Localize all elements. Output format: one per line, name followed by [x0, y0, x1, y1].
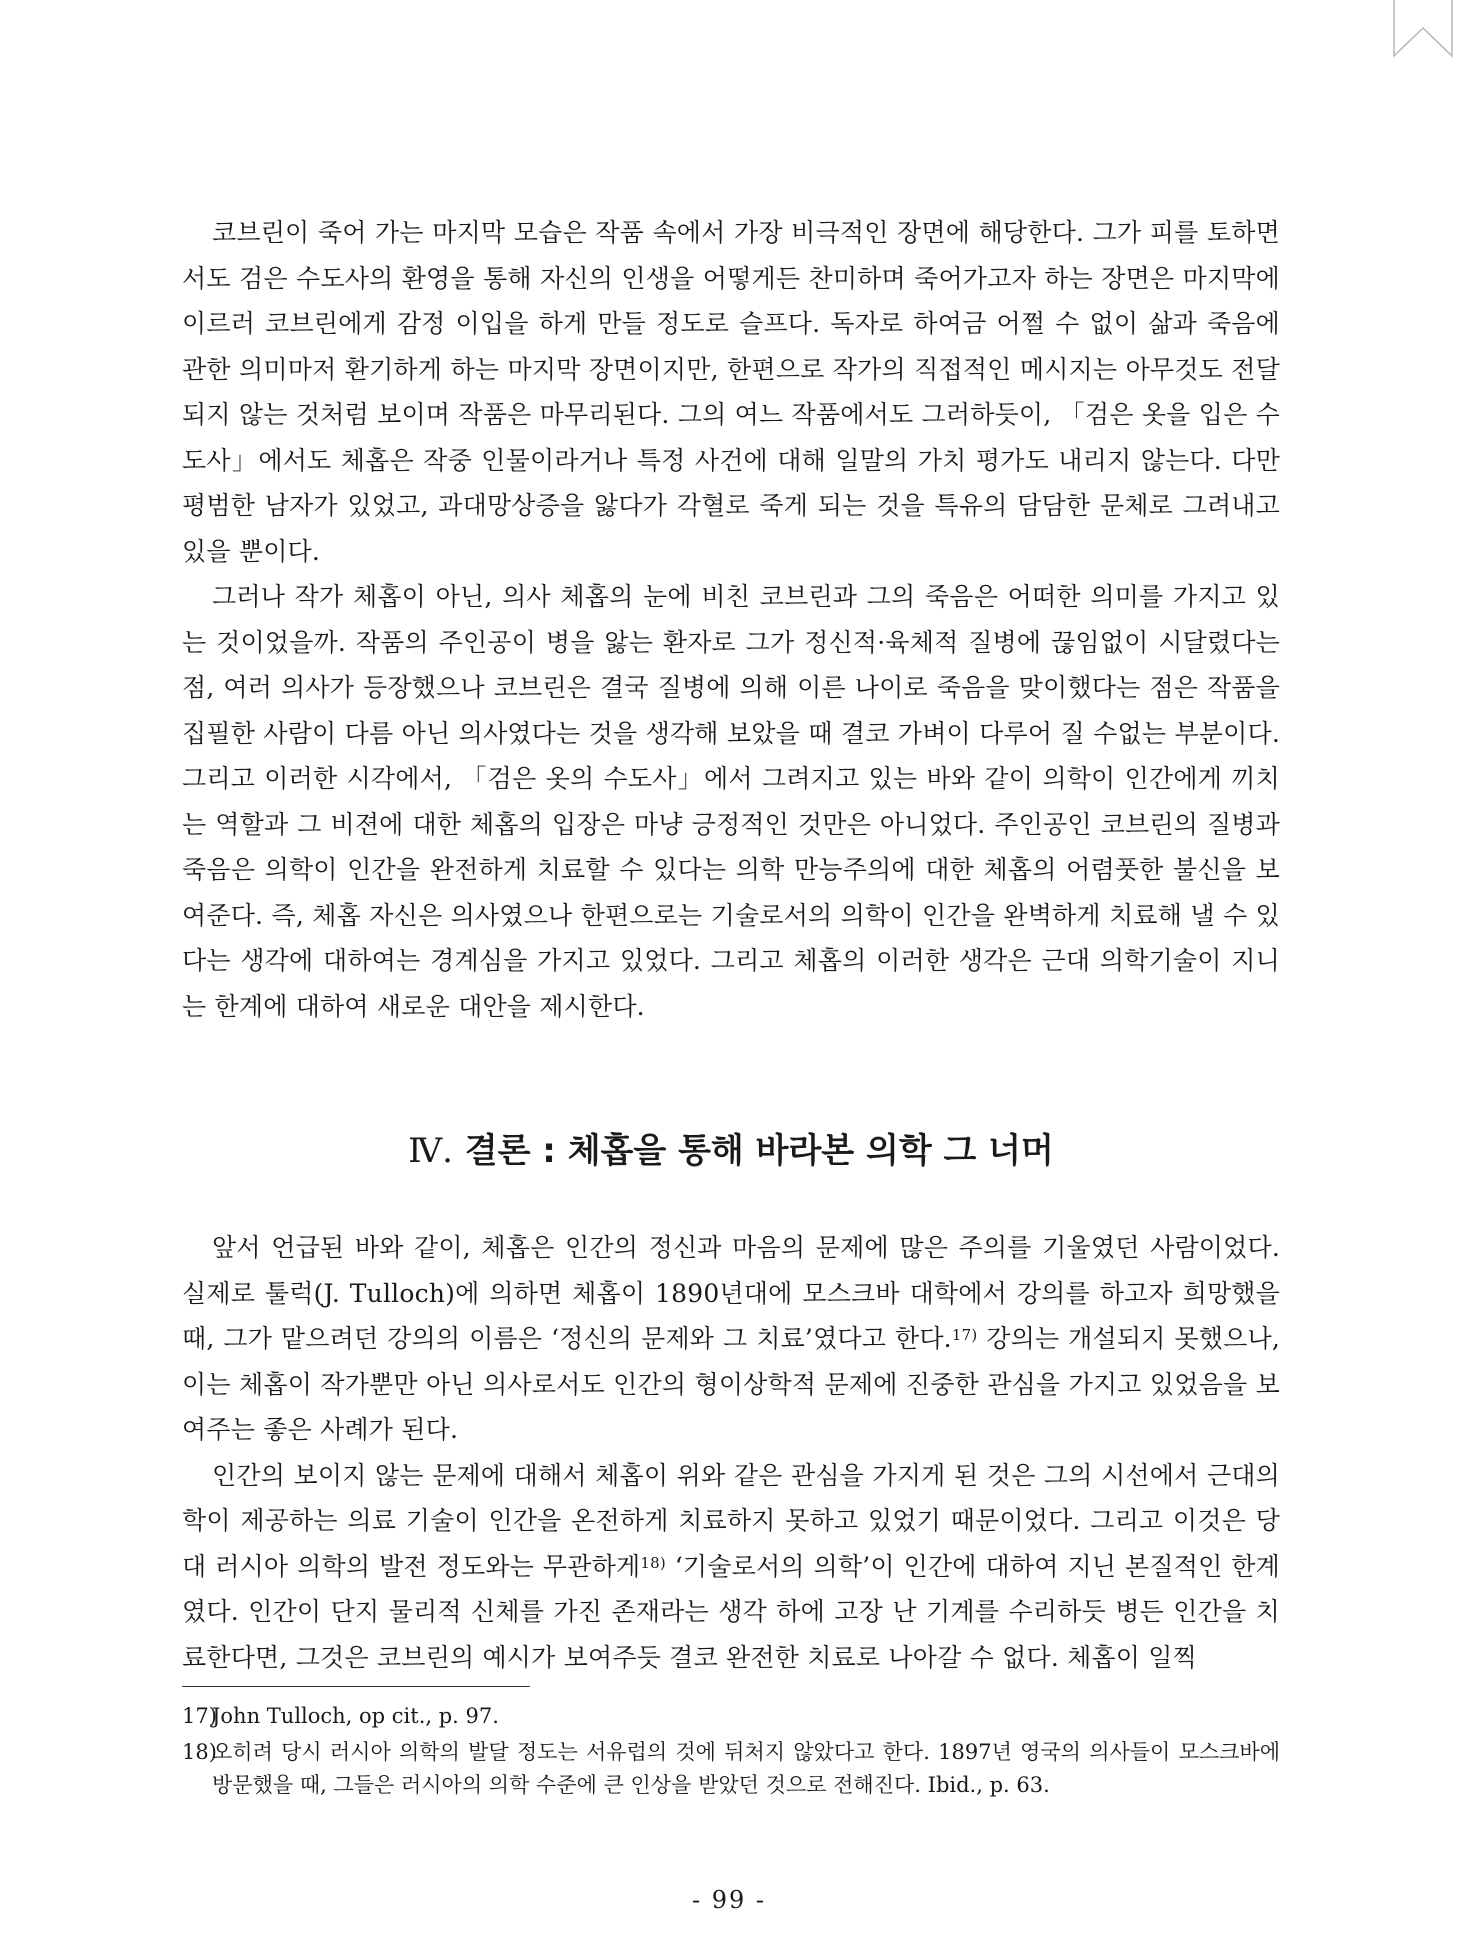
body-text	[182, 210, 1280, 1680]
section-title: 결론 : 체홉을 통해 바라본 의학 그 너머	[464, 1131, 1054, 1171]
footnote-number: 17)	[182, 1704, 217, 1728]
section-numeral: Ⅳ.	[408, 1131, 453, 1171]
footnote-ref[interactable]: 17)	[951, 1326, 978, 1344]
footnote-text: 오히려 당시 러시아 의학의 발달 정도는 서유럽의 것에 뒤처지 않았다고 한다. 1897년 영국의 의사들이 모스크바에 방문했을 때, 그들은 러시아의 의학 수준에 큰 인상을 받았던 것으로 전해진다. Ibid., p. 63.	[212, 1740, 1280, 1797]
footnote-ref[interactable]: 18)	[640, 1553, 666, 1572]
section-heading	[182, 1127, 1280, 1175]
paragraph: 인간의 보이지 않는 문제에 대해서 체홉이 위와 같은 관심을 가지게 된 것은 그의 시선에서 근대의학이 제공하는 의료 기술이 인간을 온전하게 치료하지 못하고 있었기 때문이었다. 그리고 이것은 당대 러시아 의학의 발전 정도와는 무관하게$^{18)}$ ‘기술로서의 의학’이 인간에 대하여 지닌 본질적인 한계였다. 인간이 단지 물리적 신체를 가진 존재라는 생각 하에 고장 난 기계를 수리하듯 병든 인간을 치료한다면, 그것은 코브린의 예시가 보여주듯 결코 완전한 치료로 나아갈 수 없다. 체홉이 일찍	[182, 1460, 1280, 1672]
bookmark-icon	[1388, 0, 1458, 60]
footnote-divider	[182, 1686, 530, 1687]
paragraph: 그러나 작가 체홉이 아닌, 의사 체홉의 눈에 비친 코브린과 그의 죽음은 어떠한 의미를 가지고 있는 것이었을까. 작품의 주인공이 병을 앓는 환자로 그가 정신적·육체적 질병에 끊임없이 시달렸다는 점, 여러 의사가 등장했으나 코브린은 결국 질병에 의해 이른 나이로 죽음을 맞이했다는 점은 작품을 집필한 사람이 다름 아닌 의사였다는 것을 생각해 보았을 때 결코 가벼이 다루어 질 수없는 부분이다. 그리고 이러한 시각에서, 「검은 옷의 수도사」에서 그려지고 있는 바와 같이 의학이 인간에게 끼치는 역할과 그 비젼에 대한 체홉의 입장은 마냥 긍정적인 것만은 아니었다. 주인공인 코브린의 질병과 죽음은 의학이 인간을 완전하게 치료할 수 있다는 의학 만능주의에 대한 체홉의 어렴풋한 불신을 보여준다. 즉, 체홉 자신은 의사였으나 한편으로는 기술로서의 의학이 인간을 완벽하게 치료해 낼 수 있다는 생각에 대하여는 경계심을 가지고 있었다. 그리고 체홉의 이러한 생각은 근대 의학기술이 지니는 한계에 대하여 새로운 대안을 제시한다.	[182, 582, 1280, 1021]
page-number: - 99 -	[691, 1886, 766, 1914]
footnote-text: John Tulloch, op cit., p. 97.	[212, 1704, 499, 1728]
footnote	[182, 1700, 1280, 1733]
footnote	[182, 1736, 1280, 1802]
footnotes	[182, 1700, 1280, 1805]
paragraph: 코브린이 죽어 가는 마지막 모습은 작품 속에서 가장 비극적인 장면에 해당한다. 그가 피를 토하면서도 검은 수도사의 환영을 통해 자신의 인생을 어떻게든 찬미하며 죽어가고자 하는 장면은 마지막에 이르러 코브린에게 감정 이입을 하게 만들 정도로 슬프다. 독자로 하여금 어쩔 수 없이 삶과 죽음에 관한 의미마저 환기하게 하는 마지막 장면이지만, 한편으로 작가의 직접적인 메시지는 아무것도 전달되지 않는 것처럼 보이며 작품은 마무리된다. 그의 여느 작품에서도 그러하듯이, 「검은 옷을 입은 수도사」에서도 체홉은 작중 인물이라거나 특정 사건에 대해 일말의 가치 평가도 내리지 않는다. 다만 평범한 남자가 있었고, 과대망상증을 앓다가 각혈로 죽게 되는 것을 특유의 담담한 문체로 그려내고 있을 뿐이다.	[182, 218, 1280, 566]
footnote-number: 18)	[182, 1740, 217, 1764]
paragraph: 앞서 언급된 바와 같이, 체홉은 인간의 정신과 마음의 문제에 많은 주의를 기울였던 사람이었다. 실제로 툴럭(J. Tulloch)에 의하면 체홉이 1890년대에 모스크바 대학에서 강의를 하고자 희망했을 때, 그가 맡으려던 강의의 이름은 ‘정신의 문제와 그 치료’였다고 한다.$^{17)}$ 강의는 개설되지 못했으나, 이는 체홉이 작가뿐만 아닌 의사로서도 인간의 형이상학적 문제에 진중한 관심을 가지고 있었음을 보여주는 좋은 사례가 된다.	[182, 1233, 1280, 1444]
